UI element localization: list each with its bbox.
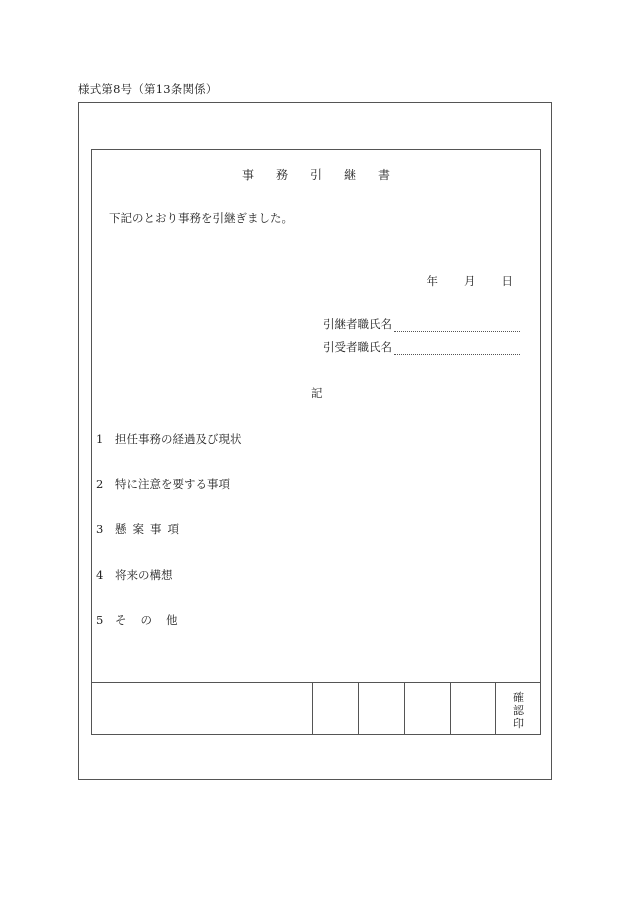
item-number: 4 — [96, 568, 104, 582]
transferor-name-line[interactable] — [394, 321, 520, 332]
document-frame — [91, 149, 541, 735]
list-item — [96, 476, 230, 492]
item-number: 3 — [96, 522, 104, 536]
ki-heading: 記 — [311, 386, 323, 400]
receiver-name-line[interactable] — [394, 344, 520, 355]
year-label: 年 — [426, 274, 438, 288]
item-text: 将来の構想 — [115, 568, 173, 582]
form-number: 様式第8号（第13条関係） — [78, 82, 218, 96]
approval-cell[interactable] — [450, 683, 495, 735]
item-text: 担任事務の経過及び現状 — [115, 432, 242, 446]
transferor-label: 引継者職氏名 — [323, 317, 392, 331]
receiver-signature — [323, 339, 520, 355]
month-label: 月 — [464, 274, 476, 288]
item-number: 2 — [96, 477, 104, 491]
list-item — [96, 612, 192, 628]
day-label: 日 — [501, 274, 513, 288]
approval-row — [91, 682, 541, 735]
date-line — [427, 273, 514, 289]
item-number: 5 — [96, 613, 104, 627]
approval-cell[interactable] — [312, 683, 358, 735]
item-number: 1 — [96, 432, 104, 446]
item-text: その他 — [115, 613, 192, 627]
approval-cell[interactable] — [358, 683, 404, 735]
intro-text: 下記のとおり事務を引継ぎました。 — [109, 211, 293, 225]
confirmation-seal-label: 確 認 印 — [513, 691, 524, 730]
list-item — [96, 567, 173, 583]
list-item — [96, 431, 242, 447]
list-item — [96, 521, 185, 537]
receiver-label: 引受者職氏名 — [323, 340, 392, 354]
document-title: 事務引継書 — [241, 168, 412, 182]
item-text: 懸案事項 — [115, 522, 185, 536]
transferor-signature — [323, 316, 520, 332]
confirmation-seal-cell[interactable] — [495, 683, 541, 735]
approval-cell[interactable] — [404, 683, 450, 735]
item-text: 特に注意を要する事項 — [115, 477, 230, 491]
